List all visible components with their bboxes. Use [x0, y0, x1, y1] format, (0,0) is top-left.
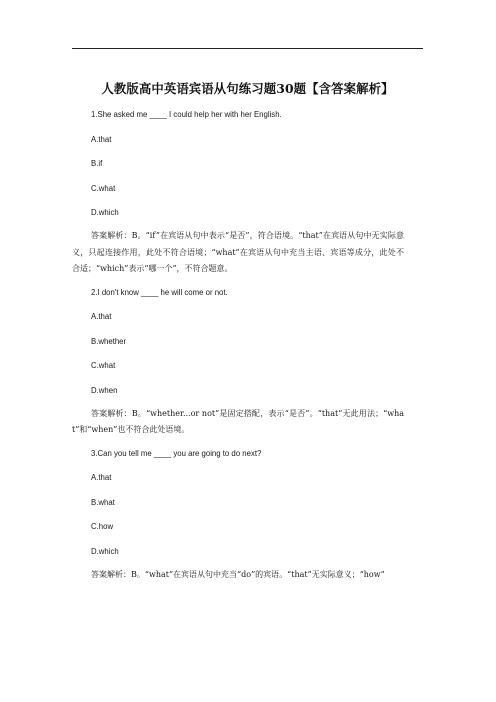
option-a: A.that — [91, 134, 112, 144]
document-title: 人教版高中英语宾语从句练习题30题【含答案解析】 — [101, 81, 394, 96]
option-a: A.that — [91, 312, 112, 322]
question-text: 1.She asked me ____ I could help her with her English. — [91, 110, 282, 119]
question-text: 3.Can you tell me ____ you are going to do next? — [91, 448, 262, 458]
option-d: D.which — [91, 546, 119, 556]
option-a: A.that — [91, 473, 112, 483]
document-body — [72, 110, 426, 584]
option-d: D.which — [91, 208, 119, 217]
option-c: C.what — [91, 361, 116, 371]
answer-explanation: 答案解析：B。“whether...or not”是固定搭配，表示“是否”。“that”无此用法；“what”和“when”也不符合此处语境。 — [72, 408, 404, 435]
option-b: B.what — [91, 497, 115, 507]
option-d: D.when — [91, 385, 118, 395]
header-rule — [72, 48, 423, 49]
option-c: C.what — [91, 183, 116, 193]
answer-explanation: 答案解析：B。“what”在宾语从句中充当“do”的宾语。“that”无实际意义；“how” — [91, 569, 385, 579]
answer-explanation: 答案解析：B。“if”在宾语从句中表示“是否”，符合语境。“that”在宾语从句中无实际意义，只起连接作用，此处不符合语境；“what”在宾语从句中充当主语、宾语等成分，此处不合适；“which”表示“哪一个”，不符合题意。 — [72, 231, 404, 274]
question-text: 2.I don't know ____ he will come or not. — [91, 287, 228, 297]
option-b: B.whether — [91, 336, 127, 346]
option-c: C.how — [91, 522, 114, 532]
option-b: B.if — [91, 159, 103, 168]
